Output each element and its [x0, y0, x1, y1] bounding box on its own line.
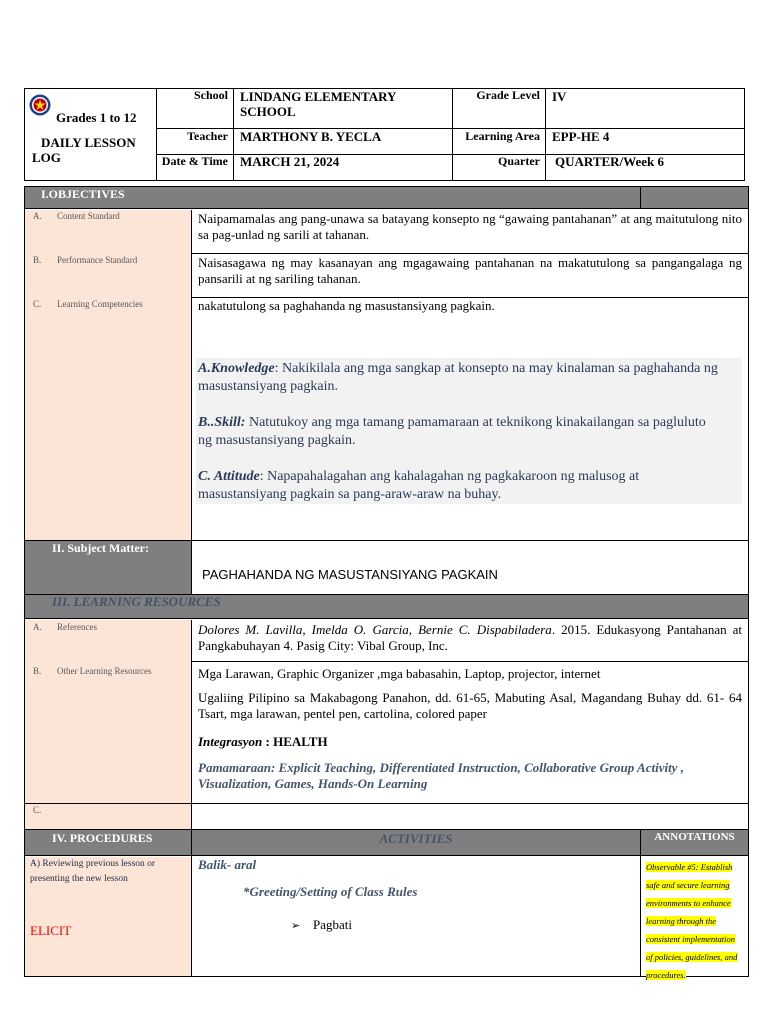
- observable-text: Observable #5: Establish safe and secure learning environments to enhance learning through the consistent implementation of policies, guidelines, and procedures.: [646, 862, 738, 980]
- references-text: Dolores M. Lavilla, Imelda O. Garcia, Bernie C. Dispabiladera. 2015. Edukasyong Pantahanan at Pangkabuhayan 4. Pasig City: Vibal Group, Inc.: [198, 622, 742, 653]
- deped-seal-logo: [29, 94, 51, 116]
- performance-standard-text: Naisasagawa ng may kasanayan ang mgagawaing pantahanan na makatutulong sa pangangalaga ng pansarili at ng sariling tahanan.: [198, 255, 742, 286]
- integration: Integrasyon : HEALTH: [198, 734, 328, 749]
- knowledge-label: A.Knowledge: [198, 361, 275, 376]
- learning-area-value: EPP-HE 4: [552, 129, 610, 144]
- procedure-a-label: A) Reviewing previous lesson or presenting the new lesson: [30, 859, 156, 884]
- annotations-heading: ANNOTATIONS: [654, 831, 735, 843]
- resources-c-label: C.: [33, 805, 42, 815]
- grade-level-value: IV: [552, 89, 567, 104]
- resources-heading: III. LEARNING RESOURCES: [52, 594, 221, 609]
- dll-title-line2: LOG: [32, 150, 61, 165]
- date-label: Date & Time: [161, 154, 228, 168]
- quarter-label: Quarter: [498, 154, 540, 168]
- attitude-objective: C. Attitude: Napapahalagahan ang kahalagahan ng pagkakaroon ng malusog at masustansiyang pagkain sa pang-araw-araw na buhay.: [198, 469, 640, 502]
- method-text: Pamamaraan: Explicit Teaching, Differentiated Instruction, Collaborative Group Activity , Visualization, Games, Hands-On Learning: [198, 760, 684, 791]
- row-divider: [191, 661, 749, 662]
- other-resources-line2: Ugaliing Pilipino sa Makabagong Panahon, dd. 61-65, Mabuting Asal, Magandang Buhay dd. 61- 64 Tsart, mga larawan, pentel pen, cartolina, colored paper: [198, 690, 742, 721]
- integration-value: HEALTH: [273, 734, 328, 749]
- integration-label: Integrasyon: [198, 734, 263, 749]
- column-divider: [191, 210, 192, 540]
- skill-objective: B..Skill: Natutukoy ang mga tamang pamamaraan at teknikong kinakailangan sa pagluluto ng masustansiyang pagkain.: [198, 415, 706, 448]
- pagbati-item: [291, 917, 352, 933]
- content-standard-text: Naipamamalas ang pang-unawa sa batayang konsepto ng “gawaing pantahanan” at ang maitutulong nito sa pag-unlad ng sarili at tahanan.: [198, 211, 742, 242]
- subject-text: PAGHAHANDA NG MASUSTANSIYANG PAGKAIN: [202, 567, 498, 582]
- resources-c-cell: [25, 804, 191, 829]
- skill-label: B..Skill:: [198, 415, 246, 430]
- performance-standard-label: B. Performance Standard: [33, 255, 138, 265]
- learning-competencies-text: nakatutulong sa paghahanda ng masustansiyang pagkain.: [198, 298, 495, 313]
- column-divider: [191, 829, 192, 976]
- row-divider: [191, 253, 749, 254]
- objectives-heading-divider: [640, 187, 641, 209]
- grades-label: Grades 1 to 12: [56, 110, 137, 125]
- column-divider: [191, 541, 192, 594]
- learning-area-label: Learning Area: [465, 129, 540, 143]
- activities-heading: ACTIVITIES: [379, 831, 453, 846]
- header-divider: [545, 88, 546, 181]
- reference-authors: Dolores M. Lavilla, Imelda O. Garcia, Bernie C. Dispabiladera: [198, 622, 552, 637]
- column-divider: [640, 829, 641, 976]
- school-value-line1: LINDANG ELEMENTARY: [240, 89, 397, 104]
- teacher-value: MARTHONY B. YECLA: [240, 129, 382, 144]
- learning-competencies-label: C. Learning Competencies: [33, 299, 143, 309]
- header-divider: [233, 88, 234, 181]
- subject-heading: II. Subject Matter:: [52, 541, 149, 555]
- school-label: School: [193, 88, 228, 102]
- column-divider: [191, 620, 192, 803]
- observable-annotation: [646, 857, 742, 983]
- pagbati-text: Pagbati: [313, 917, 352, 932]
- procedures-heading: IV. PROCEDURES: [52, 831, 153, 845]
- dll-title-line1: DAILY LESSON: [41, 135, 136, 150]
- balik-aral: Balik- aral: [198, 857, 257, 872]
- greeting-rules: *Greeting/Setting of Class Rules: [243, 884, 418, 899]
- teacher-label: Teacher: [187, 129, 228, 143]
- objectives-heading: I.OBJECTIVES: [41, 187, 125, 201]
- other-resources-line1: Mga Larawan, Graphic Organizer ,mga babasahin, Laptop, projector, internet: [198, 666, 601, 681]
- elicit-label: ELICIT: [30, 923, 72, 938]
- school-value-line2: SCHOOL: [240, 104, 296, 119]
- content-standard-label: A. Content Standard: [33, 211, 120, 221]
- date-value: MARCH 21, 2024: [240, 154, 340, 169]
- other-resources-label: B. Other Learning Resources: [33, 666, 152, 676]
- attitude-label: C. Attitude: [198, 469, 260, 484]
- knowledge-objective: A.Knowledge: Nakikilala ang mga sangkap at konsepto na may kinalaman sa paghahanda ng masustansiyang pagkain.: [198, 361, 718, 394]
- quarter-value: QUARTER/Week 6: [555, 154, 664, 169]
- arrow-bullet-icon: ➢: [291, 919, 301, 932]
- resources-label-column: [25, 620, 191, 803]
- column-divider: [191, 804, 192, 829]
- grade-level-label: Grade Level: [476, 88, 540, 102]
- references-label: A. References: [33, 622, 97, 632]
